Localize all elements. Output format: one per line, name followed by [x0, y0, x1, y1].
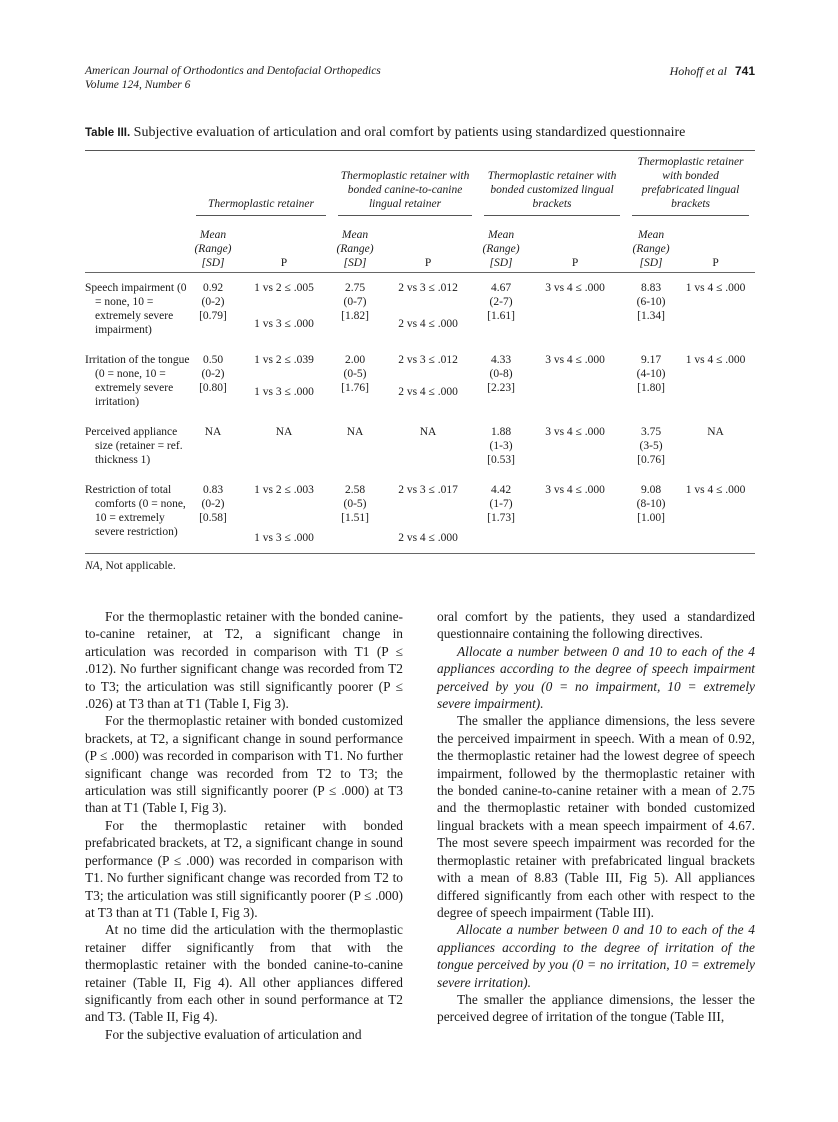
subheader-line: (Range) — [632, 243, 670, 255]
paragraph: For the thermoplastic retainer with the bonded canine-to-canine retainer, at T2, a significant change in articulation was recorded in comparison with T1 (P ≤ .012). No further significant change was recorded from T2 to T3; the articulation was still significantly poorer (P ≤ .026) at T3 than at T1 (Table I, Fig 3). — [85, 609, 403, 712]
range-value: (0-2) — [201, 296, 225, 308]
table-caption — [85, 125, 685, 141]
sd-value: [1.61] — [487, 310, 515, 322]
row-label: Restriction of total comforts (0 = none, 10 = extremely severe restriction) — [85, 484, 186, 538]
sd-value: [2.23] — [487, 382, 515, 394]
p-value: NA — [707, 426, 724, 438]
range-value: (2-7) — [489, 296, 513, 308]
range-value: (0-2) — [201, 368, 225, 380]
p-cell — [524, 345, 626, 417]
body-column-left — [85, 608, 403, 1043]
mean-cell — [332, 273, 378, 345]
mean-value: 0.50 — [202, 354, 224, 366]
mean-cell — [478, 417, 524, 475]
p-cell — [236, 345, 332, 417]
p-value: NA — [419, 426, 437, 438]
running-header-right — [670, 64, 755, 79]
p-value: 1 vs 3 ≤ .000 — [254, 318, 314, 330]
sd-value: [1.73] — [487, 512, 515, 524]
sd-value: [1.82] — [341, 310, 369, 322]
p-value: 3 vs 4 ≤ .000 — [545, 354, 605, 366]
table-row — [85, 345, 755, 417]
paragraph: At no time did the articulation with the thermoplastic retainer differ significantly from that with the thermoplastic retainer with the bonded canine-to-canine retainer (Table II, Fig 4). All other appliances differed significantly from each other in sound performance at T2 and T3. (Table II, Fig 4). — [85, 922, 403, 1025]
p-cell — [676, 475, 755, 554]
p-header: P — [571, 257, 579, 269]
range-value: (0-5) — [343, 498, 367, 510]
p-value: 1 vs 3 ≤ .000 — [254, 386, 314, 398]
p-value: 1 vs 4 ≤ .000 — [685, 484, 746, 496]
sd-value: [1.80] — [637, 382, 665, 394]
p-value: 3 vs 4 ≤ .000 — [545, 426, 605, 438]
sd-value: [1.00] — [637, 512, 665, 524]
row-label: Irritation of the tongue (0 = none, 10 = extremely severe irritation) — [85, 354, 190, 408]
mean-cell — [332, 345, 378, 417]
mean-cell — [190, 273, 236, 345]
mean-value: 4.67 — [490, 282, 512, 294]
mean-cell — [626, 475, 676, 554]
paragraph: The smaller the appliance dimensions, the less severe the perceived impairment in speech. With a mean of 0.92, the thermoplastic retainer had the lowest degree of speech impairment, followed by the thermoplastic retainer with the bonded canine-to-canine retainer with a mean of 2.75 and the thermoplastic retainer with bonded customized lingual brackets with a mean speech impairment of 4.67. The most severe speech impairment was recorded for the thermoplastic retainer with prefabricated lingual brackets with a mean of 8.83 (Table III, Fig 5). All appliances differed significantly from each other with respect to the degree of speech impairment (Table III). — [437, 713, 755, 920]
subheader-line: [SD] — [201, 257, 225, 269]
p-value: NA — [275, 426, 293, 438]
range-value: (3-5) — [639, 440, 663, 452]
subheader-line: (Range) — [194, 243, 232, 255]
page-number: 741 — [734, 64, 755, 78]
mean-cell — [626, 417, 676, 475]
p-cell — [236, 475, 332, 554]
journal-title: American Journal of Orthodontics and Dentofacial Orthopedics — [85, 65, 381, 77]
group-header: Thermoplastic retainer with bonded customized lingual brackets — [478, 151, 626, 223]
footnote-abbr: NA — [85, 560, 100, 572]
subheader-line: Mean — [199, 229, 227, 241]
mean-range-sd-header — [332, 222, 378, 273]
p-value: 1 vs 2 ≤ .005 — [254, 282, 314, 294]
results-table — [85, 150, 755, 554]
sd-value: [1.34] — [637, 310, 665, 322]
p-value: 2 vs 4 ≤ .000 — [398, 318, 458, 330]
authors: Hohoff et al — [669, 64, 727, 78]
mean-cell — [332, 475, 378, 554]
p-header: P — [280, 257, 288, 269]
row-label: Speech impairment (0 = none, 10 = extremely severe impairment) — [85, 282, 187, 336]
body-column-right — [437, 608, 755, 1026]
p-cell — [378, 345, 478, 417]
p-cell — [236, 273, 332, 345]
mean-value: NA — [346, 426, 364, 438]
paragraph: oral comfort by the patients, they used a standardized questionnaire containing the following directives. — [437, 609, 755, 642]
p-cell — [676, 273, 755, 345]
mean-value: 0.92 — [202, 282, 224, 294]
table-row — [85, 475, 755, 554]
paragraph: Allocate a number between 0 and 10 to each of the 4 appliances according to the degree of irritation of the tongue perceived by you (0 = no irritation, 10 = extremely severe irritation). — [437, 922, 755, 990]
paragraph: For the thermoplastic retainer with bonded customized brackets, at T2, a significant change in sound performance (P ≤ .000) was recorded in comparison with T1. No further significant change was recorded from T2 to T3; the articulation was still significantly poorer (P ≤ .000) at T3 than at T1 (Table I, Fig 3). — [85, 713, 403, 816]
mean-value: 2.58 — [344, 484, 366, 496]
paragraph: For the subjective evaluation of articulation and — [105, 1026, 362, 1042]
mean-value: 1.88 — [490, 426, 512, 438]
p-value: 1 vs 2 ≤ .003 — [254, 484, 314, 496]
p-value: 3 vs 4 ≤ .000 — [545, 282, 605, 294]
sd-value: [0.80] — [199, 382, 227, 394]
footnote-text: , Not applicable. — [99, 560, 176, 572]
mean-value: 4.33 — [490, 354, 512, 366]
p-cell — [236, 417, 332, 475]
range-value: (0-7) — [343, 296, 367, 308]
group-header: Thermoplastic retainer with bonded prefabricated lingual brackets — [626, 151, 755, 223]
mean-value: 9.17 — [640, 354, 662, 366]
sd-value: [0.58] — [199, 512, 227, 524]
subheader-line: (Range) — [482, 243, 520, 255]
mean-cell — [626, 345, 676, 417]
mean-value: 8.83 — [640, 282, 662, 294]
p-cell — [524, 273, 626, 345]
table-caption-text: Subjective evaluation of articulation and oral comfort by patients using standardized questionnaire — [133, 125, 686, 140]
range-value: (8-10) — [636, 498, 666, 510]
mean-cell — [190, 475, 236, 554]
sd-value: [0.76] — [637, 454, 665, 466]
p-cell — [378, 417, 478, 475]
p-cell — [676, 345, 755, 417]
paragraph: The smaller the appliance dimensions, the lesser the perceived degree of irritation of the tongue (Table III, — [437, 991, 755, 1025]
subheader-line: Mean — [341, 229, 369, 241]
subheader-line: [SD] — [489, 257, 513, 269]
row-label: Perceived appliance size (retainer = ref. thickness 1) — [85, 426, 183, 466]
mean-value: 4.42 — [490, 484, 512, 496]
p-value: 1 vs 4 ≤ .000 — [685, 354, 746, 366]
range-value: (4-10) — [636, 368, 666, 380]
range-value: (1-7) — [489, 498, 513, 510]
range-value: (6-10) — [636, 296, 666, 308]
table-row — [85, 417, 755, 475]
p-cell — [676, 417, 755, 475]
p-value: 2 vs 3 ≤ .017 — [398, 484, 458, 496]
p-value: 3 vs 4 ≤ .000 — [545, 484, 605, 496]
p-value: 2 vs 3 ≤ .012 — [398, 354, 458, 366]
group-header: Thermoplastic retainer with bonded canine-to-canine lingual retainer — [332, 151, 478, 223]
mean-value: 2.00 — [344, 354, 366, 366]
p-value: 1 vs 4 ≤ .000 — [685, 282, 746, 294]
paragraph: Allocate a number between 0 and 10 to each of the 4 appliances according to the degree of speech impairment perceived by you (0 = no impairment, 10 = extremely severe impairment). — [437, 643, 755, 712]
paragraph: For the thermoplastic retainer with bonded prefabricated brackets, at T2, a significant change in sound performance (P ≤ .000) was recorded in comparison with T1. No further significant change was recorded from T2 to T3; the articulation was still significantly poorer (P ≤ .000) at T3 than at T1 (Table I, Fig 3). — [85, 817, 403, 920]
mean-range-sd-header — [478, 222, 524, 273]
mean-range-sd-header — [626, 222, 676, 273]
group-header: Thermoplastic retainer — [190, 151, 332, 223]
p-value: 1 vs 2 ≤ .039 — [254, 354, 314, 366]
p-value: 1 vs 3 ≤ .000 — [254, 532, 314, 544]
range-value: (1-3) — [489, 440, 513, 452]
table-label: Table III. — [85, 127, 131, 139]
mean-value: 0.83 — [202, 484, 224, 496]
p-header: P — [424, 257, 432, 269]
running-header-journal — [85, 64, 381, 92]
subheader-line: (Range) — [336, 243, 374, 255]
mean-cell — [478, 475, 524, 554]
p-cell — [378, 273, 478, 345]
mean-value: 9.08 — [640, 484, 662, 496]
mean-cell — [190, 345, 236, 417]
sd-value: [1.76] — [341, 382, 369, 394]
p-value: 2 vs 4 ≤ .000 — [398, 532, 458, 544]
range-value: (0-2) — [201, 498, 225, 510]
journal-volume: Volume 124, Number 6 — [85, 79, 191, 91]
p-header: P — [712, 257, 719, 269]
p-cell — [524, 417, 626, 475]
subheader-line: Mean — [637, 229, 665, 241]
mean-value: 2.75 — [344, 282, 366, 294]
subheader-line: [SD] — [343, 257, 367, 269]
p-value: 2 vs 3 ≤ .012 — [398, 282, 458, 294]
mean-cell — [190, 417, 236, 475]
sd-value: [0.79] — [199, 310, 227, 322]
range-value: (0-5) — [343, 368, 367, 380]
mean-cell — [478, 345, 524, 417]
p-cell — [378, 475, 478, 554]
mean-cell — [332, 417, 378, 475]
sd-value: [1.51] — [341, 512, 369, 524]
mean-cell — [478, 273, 524, 345]
range-value: (0-8) — [489, 368, 513, 380]
mean-cell — [626, 273, 676, 345]
subheader-line: Mean — [487, 229, 515, 241]
mean-value: 3.75 — [640, 426, 662, 438]
mean-range-sd-header — [190, 222, 236, 273]
subheader-line: [SD] — [639, 257, 663, 269]
mean-value: NA — [204, 426, 222, 438]
table-row — [85, 273, 755, 345]
p-cell — [524, 475, 626, 554]
table-footnote — [85, 560, 176, 572]
sd-value: [0.53] — [487, 454, 515, 466]
p-value: 2 vs 4 ≤ .000 — [398, 386, 458, 398]
